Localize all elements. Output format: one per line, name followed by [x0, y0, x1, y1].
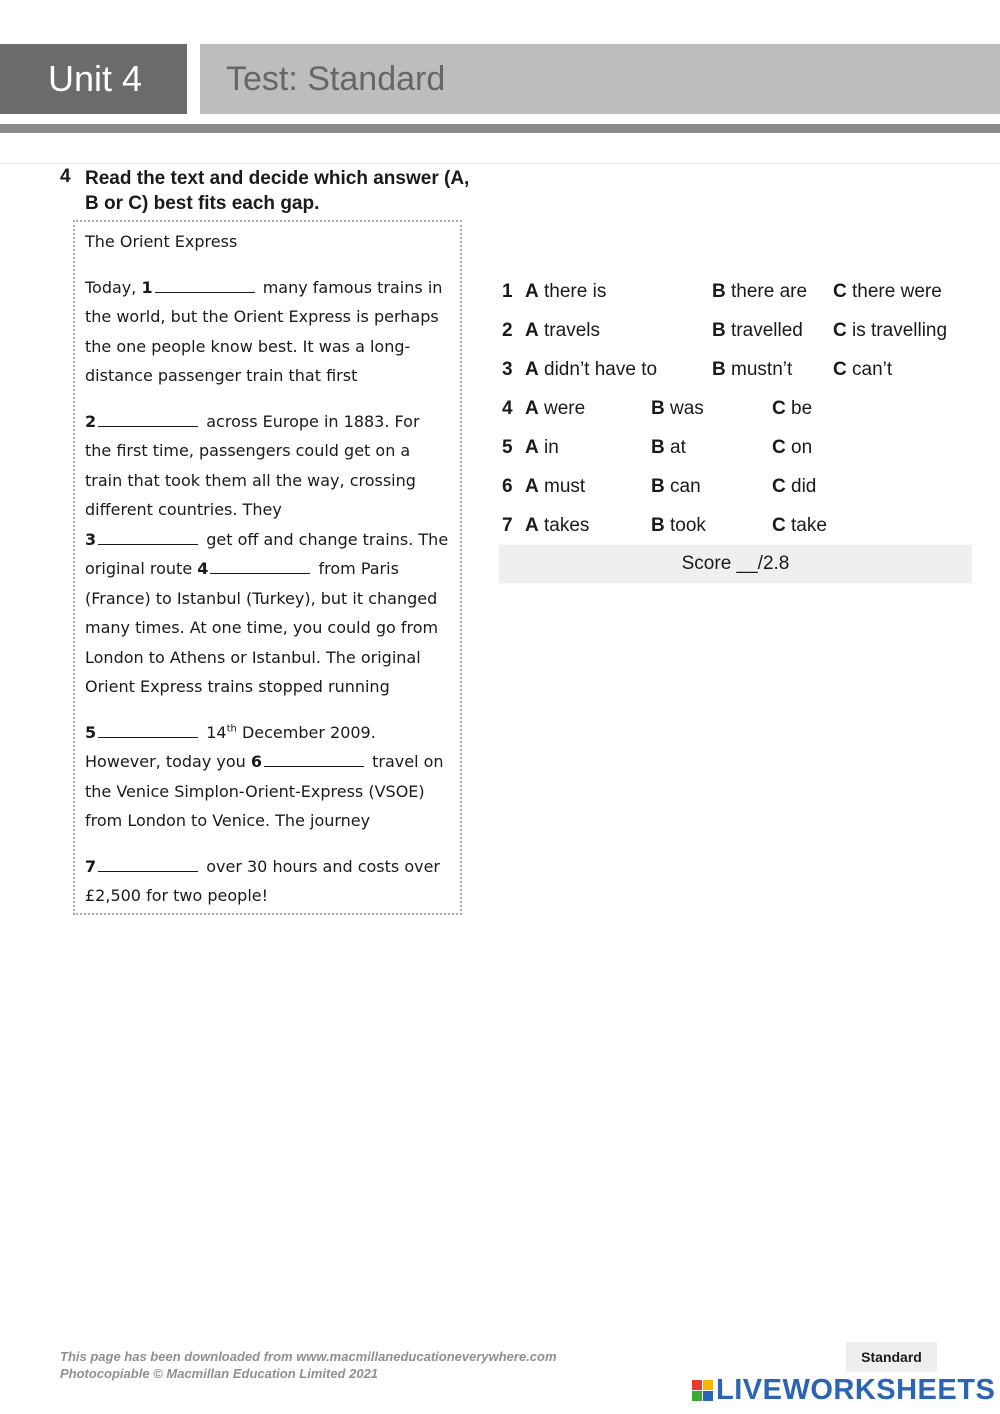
option-text: can	[670, 476, 701, 497]
option-a[interactable]	[525, 320, 600, 342]
option-row	[500, 312, 970, 351]
option-number: 2	[502, 320, 513, 341]
option-letter: B	[712, 320, 726, 341]
answer-options	[500, 273, 970, 546]
liveworksheets-logo[interactable]	[692, 1374, 995, 1406]
footer-copyright: Photocopiable © Macmillan Education Limited 2021	[60, 1366, 379, 1381]
logo-square	[692, 1391, 702, 1401]
option-text: be	[791, 398, 813, 419]
option-text: is travelling	[852, 320, 948, 341]
option-letter: A	[525, 515, 539, 536]
passage-text: over 30 hours and costs over £2,500 for two people!	[85, 856, 440, 905]
option-row	[500, 507, 970, 546]
option-letter: A	[525, 398, 539, 419]
option-text: take	[791, 515, 827, 536]
option-letter: C	[833, 320, 847, 341]
option-letter: B	[651, 398, 665, 419]
gap-blank[interactable]	[210, 557, 310, 574]
option-letter: C	[833, 359, 847, 380]
passage-paragraph	[85, 407, 450, 525]
test-title: Test: Standard	[200, 44, 1000, 114]
option-letter: A	[525, 320, 539, 341]
option-b[interactable]	[651, 515, 706, 537]
task-instruction: Read the text and decide which answer (A, B or C) best fits each gap.	[85, 168, 470, 214]
passage-paragraph	[85, 718, 450, 836]
passage-paragraph	[85, 525, 450, 702]
option-text: must	[544, 476, 586, 497]
option-text: there were	[852, 281, 942, 302]
gap-number: 7	[85, 856, 97, 876]
option-c[interactable]	[833, 281, 942, 303]
logo-square	[703, 1380, 713, 1390]
passage-title: The Orient Express	[85, 232, 238, 251]
option-number: 6	[502, 476, 513, 497]
option-letter: C	[772, 515, 786, 536]
section-divider	[0, 163, 1000, 164]
option-text: was	[670, 398, 704, 419]
passage-text: from Paris (France) to Istanbul (Turkey), but it changed many times. At one time, you could go from London to Athens or Istanbul. The original Orient Express trains stopped running	[85, 559, 439, 696]
gap-number: 2	[85, 411, 97, 431]
passage-text: travel on the Venice Simplon-Orient-Express (VSOE) from London to Venice. The journey	[85, 752, 444, 830]
gap-number: 3	[85, 529, 97, 549]
logo-square	[692, 1380, 702, 1390]
footer	[60, 1348, 557, 1382]
gap-blank[interactable]	[264, 750, 364, 767]
logo-square	[703, 1391, 713, 1401]
option-letter: C	[772, 398, 786, 419]
level-badge: Standard	[846, 1342, 937, 1372]
reading-passage	[73, 220, 462, 915]
gap-number: 6	[250, 752, 263, 771]
option-a[interactable]	[525, 398, 585, 420]
header-divider	[0, 124, 1000, 133]
option-c[interactable]	[833, 320, 947, 342]
option-text: travels	[544, 320, 600, 341]
option-b[interactable]	[712, 320, 803, 342]
option-number: 4	[502, 398, 513, 419]
option-letter: C	[772, 437, 786, 458]
passage-paragraph	[85, 852, 450, 911]
unit-label: Unit 4	[0, 44, 187, 114]
task-number: 4	[60, 166, 71, 187]
option-c[interactable]	[772, 476, 816, 498]
option-number: 5	[502, 437, 513, 458]
option-c[interactable]	[772, 515, 827, 537]
option-c[interactable]	[772, 437, 812, 459]
option-b[interactable]	[712, 359, 792, 381]
option-letter: B	[651, 515, 665, 536]
option-row	[500, 351, 970, 390]
option-text: can’t	[852, 359, 893, 380]
option-number: 7	[502, 515, 513, 536]
option-letter: C	[833, 281, 847, 302]
option-a[interactable]	[525, 437, 559, 459]
option-text: travelled	[731, 320, 803, 341]
option-a[interactable]	[525, 476, 585, 498]
liveworksheets-icon	[692, 1380, 713, 1401]
option-text: on	[791, 437, 813, 458]
option-letter: B	[712, 281, 726, 302]
option-text: at	[670, 437, 686, 458]
option-b[interactable]	[651, 437, 686, 459]
footer-source: This page has been downloaded from www.macmillaneducationeverywhere.com	[60, 1349, 557, 1364]
superscript: th	[226, 723, 237, 735]
option-text: took	[670, 515, 706, 536]
option-number: 3	[502, 359, 513, 380]
option-row	[500, 273, 970, 312]
option-a[interactable]	[525, 359, 657, 381]
passage-text: December 2009. However, today you	[85, 722, 376, 771]
option-letter: A	[525, 437, 539, 458]
option-c[interactable]	[772, 398, 812, 420]
gap-number: 4	[197, 559, 209, 578]
option-row	[500, 429, 970, 468]
option-text: in	[544, 437, 559, 458]
passage-text: many famous trains in the world, but the Orient Express is perhaps the one people know best. It was a long-distance passenger train that first	[85, 277, 443, 385]
option-letter: C	[772, 476, 786, 497]
option-text: did	[791, 476, 817, 497]
option-b[interactable]	[651, 476, 701, 498]
option-text: were	[544, 398, 586, 419]
option-text: mustn’t	[731, 359, 793, 380]
option-b[interactable]	[712, 281, 807, 303]
passage-text: Today,	[85, 277, 137, 297]
option-letter: A	[525, 281, 539, 302]
option-letter: B	[651, 437, 665, 458]
option-letter: B	[651, 476, 665, 497]
option-text: there is	[544, 281, 607, 302]
option-b[interactable]	[651, 398, 704, 420]
option-c[interactable]	[833, 359, 892, 381]
score-box: Score __/2.8	[499, 545, 972, 583]
gap-blank[interactable]	[98, 855, 198, 872]
option-a[interactable]	[525, 515, 589, 537]
option-a[interactable]	[525, 281, 606, 303]
option-text: didn’t have to	[544, 359, 658, 380]
gap-number: 5	[85, 722, 97, 742]
passage-paragraph	[85, 273, 450, 391]
option-text: there are	[731, 281, 808, 302]
option-row	[500, 468, 970, 507]
gap-blank[interactable]	[98, 721, 198, 738]
brand-name: LIVEWORKSHEETS	[716, 1373, 996, 1406]
option-row	[500, 390, 970, 429]
option-text: takes	[544, 515, 590, 536]
passage-text: across Europe in 1883. For the first time, passengers could get on a train that took them all the way, crossing different countries. They	[85, 411, 420, 519]
option-letter: B	[712, 359, 726, 380]
passage-text: 14	[206, 722, 227, 742]
option-letter: A	[525, 476, 539, 497]
passage-text: get off and change trains. The original route	[85, 529, 449, 578]
gap-number: 1	[141, 277, 153, 297]
gap-blank[interactable]	[98, 528, 198, 545]
option-number: 1	[502, 281, 513, 302]
gap-blank[interactable]	[155, 276, 255, 293]
gap-blank[interactable]	[98, 410, 198, 427]
option-letter: A	[525, 359, 539, 380]
